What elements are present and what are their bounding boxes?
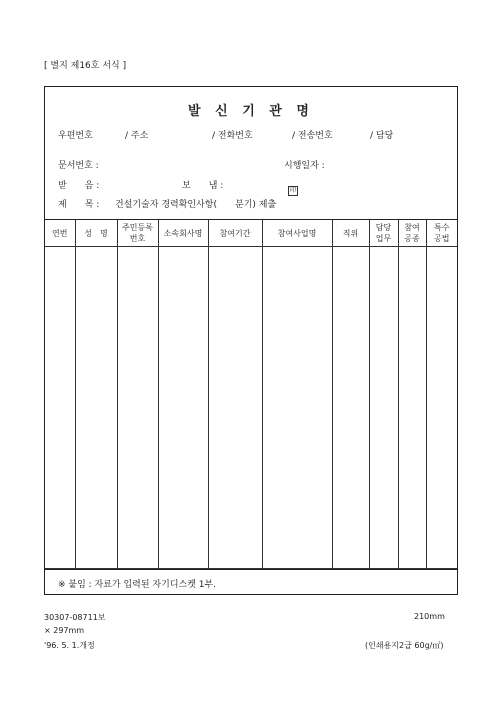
table-header-row xyxy=(45,220,457,247)
header-duty: 담당 업무 xyxy=(369,220,398,247)
table-cell[interactable] xyxy=(208,247,262,569)
header-period: 참여기간 xyxy=(208,220,262,247)
seal-stamp: 印 xyxy=(290,187,297,194)
manager-label: / 담당 xyxy=(370,131,394,141)
form-number-label: [ 별지 제16호 서식 ] xyxy=(44,61,127,71)
fax-label: / 전송번호 xyxy=(292,131,333,141)
subject-label: 제 목 : xyxy=(58,200,100,210)
paper-width: 210mm xyxy=(414,612,445,621)
phone-label: / 전화번호 xyxy=(212,131,253,141)
table-cell[interactable] xyxy=(262,247,332,569)
issue-date-label: 시행일자 : xyxy=(284,161,325,171)
header-position: 직위 xyxy=(332,220,369,247)
sender-agency-title: 발 신 기 관 명 xyxy=(188,104,314,119)
header-company: 소속회사명 xyxy=(158,220,208,247)
recipient-label: 받 음 : xyxy=(58,181,100,191)
table-cell[interactable] xyxy=(75,247,117,569)
attachment-divider xyxy=(45,569,457,570)
postal-code-label: 우편번호 xyxy=(58,131,93,141)
header-special-method: 특수 공법 xyxy=(426,220,457,247)
header-seq: 연번 xyxy=(45,220,75,247)
document-number-label: 문서번호 : xyxy=(58,161,99,171)
paper-height: × 297mm xyxy=(44,626,85,635)
table-body-row xyxy=(45,247,457,569)
table-cell[interactable] xyxy=(158,247,208,569)
form-code: 30307-08711보 xyxy=(44,613,106,622)
table-cell[interactable] xyxy=(332,247,369,569)
paper-spec: (인쇄용지2급 60g/㎡) xyxy=(365,641,444,650)
header-name: 성 명 xyxy=(75,220,117,247)
table-cell[interactable] xyxy=(369,247,398,569)
subject-text: 건설기술자 경력확인사항( 분기) 제출 xyxy=(115,200,277,210)
attachment-note: ※ 붙임 : 자료가 입력된 자기디스켓 1부. xyxy=(58,580,217,590)
sender-label: 보 냄 : xyxy=(182,181,224,191)
header-work-type: 참여 공종 xyxy=(398,220,426,247)
career-table xyxy=(45,219,457,569)
header-resident-number: 주민등록 번호 xyxy=(117,220,158,247)
table-cell[interactable] xyxy=(45,247,75,569)
header-project: 참여사업명 xyxy=(262,220,332,247)
table-cell[interactable] xyxy=(117,247,158,569)
table-cell[interactable] xyxy=(426,247,457,569)
revision-date: '96. 5. 1.개정 xyxy=(44,641,95,650)
table-cell[interactable] xyxy=(398,247,426,569)
address-label: / 주소 xyxy=(125,131,149,141)
